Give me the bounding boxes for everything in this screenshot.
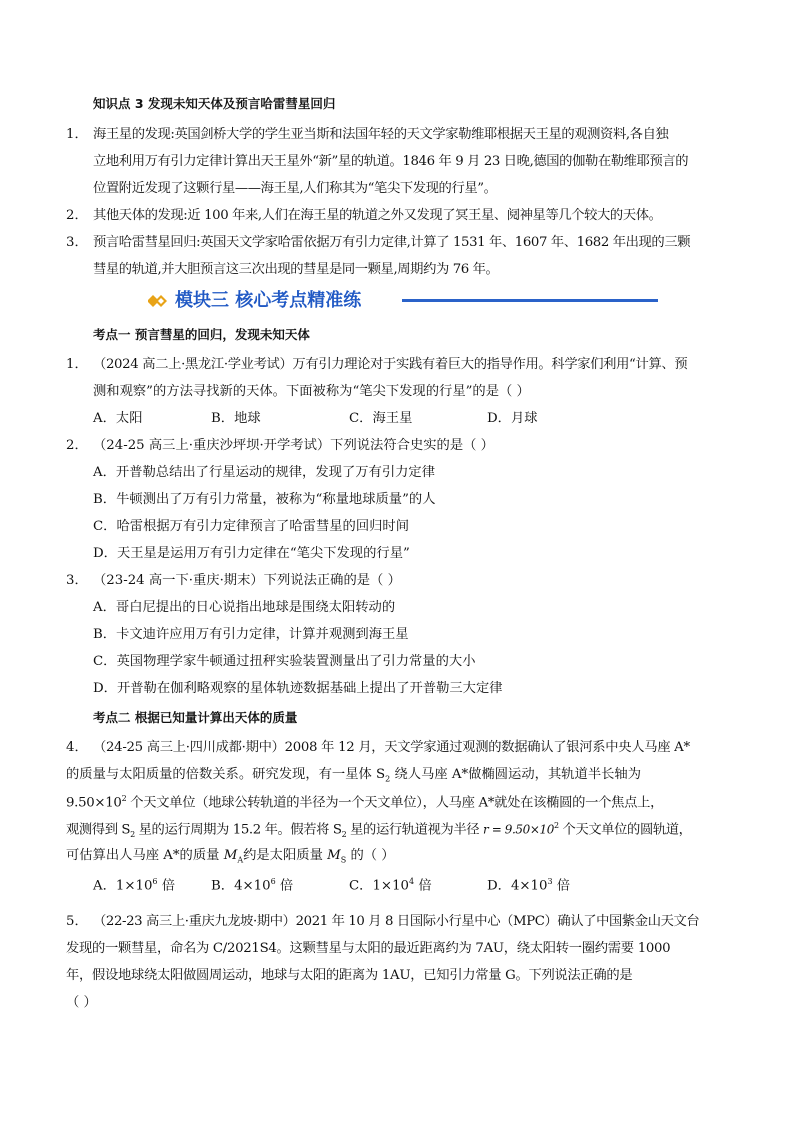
option-text: A．1×10 <box>93 878 153 894</box>
question-stem <box>66 795 663 810</box>
item-number: 3． <box>66 235 88 250</box>
question-stem: （22-23 高三上·重庆九龙坡·期中）2021 年 10 月 8 日国际小行星中心（MPC）确认了中国紫金山天文台 <box>93 914 700 929</box>
stem-text: 的（ ） <box>346 848 395 863</box>
option-text: B．4×10 <box>211 878 271 894</box>
option-a[interactable]: A．太阳 <box>93 411 143 426</box>
item-line: 其他天体的发现:近 100 年来,人们在海王星的轨道之外又发现了冥王星、阋神星等几个较大的天体。 <box>93 208 662 223</box>
option-d[interactable] <box>487 878 570 893</box>
question-stem: （24-25 高三上·重庆沙坪坝·开学考试）下列说法符合史实的是（ ） <box>93 438 494 453</box>
superscript: 2 <box>554 821 559 830</box>
subscript: 2 <box>341 830 347 840</box>
stem-text: 星的运行轨道视为半径 <box>346 822 483 838</box>
option-b[interactable]: B．牛顿测出了万有引力常量，被称为“称量地球质量”的人 <box>93 492 436 507</box>
question-stem: （23-24 高一下·重庆·期末）下列说法正确的是（ ） <box>93 573 401 588</box>
option-c[interactable] <box>349 878 432 893</box>
superscript: 6 <box>152 877 158 886</box>
option-a[interactable]: A．哥白尼提出的日心说指出地球是围绕太阳转动的 <box>93 600 396 615</box>
module-divider <box>402 299 658 302</box>
double-diamond-icon <box>148 293 170 309</box>
option-a[interactable] <box>93 878 175 893</box>
question-stem <box>66 768 641 784</box>
question-stem: （2024 高二上·黑龙江·学业考试）万有引力理论对于实践有着巨大的指导作用。科学家们利用“计算、预 <box>93 357 688 372</box>
option-text: 倍 <box>414 878 432 894</box>
superscript: 2 <box>121 794 127 803</box>
option-text: D．4×10 <box>487 878 548 894</box>
subscript: A <box>237 855 244 865</box>
question-number: 2． <box>66 438 88 453</box>
option-d[interactable]: D．开普勒在伽利略观察的星体轨迹数据基础上提出了开普勒三大定律 <box>93 681 503 696</box>
item-number: 2． <box>66 208 88 223</box>
question-number: 1． <box>66 357 88 372</box>
superscript: 4 <box>409 877 415 886</box>
stem-text: 观测得到 S <box>66 822 131 838</box>
stem-text: 9.50×10 <box>66 795 122 811</box>
question-number: 3． <box>66 573 88 588</box>
question-stem <box>66 849 395 865</box>
question-stem: （ ） <box>66 995 97 1010</box>
item-line: 位置附近发现了这颗行星——海王星,人们称其为“笔尖下发现的行星”。 <box>93 181 497 196</box>
module-title: 模块三 核心考点精准练 <box>175 290 362 311</box>
stem-text: 绕人马座 A*做椭圆运动，其轨道半长轴为 <box>390 767 642 782</box>
question-stem: （24-25 高三上·四川成都·期中）2008 年 12 月，天文学家通过观测的数据确认了银河系中央人马座 A* <box>93 740 690 755</box>
option-c[interactable]: C．英国物理学家牛顿通过扭秤实验装置测量出了引力常量的大小 <box>93 654 476 669</box>
item-line: 海王星的发现:英国剑桥大学的学生亚当斯和法国年轻的天文学家勒维耶根据天王星的观测资料,各自独 <box>93 127 669 142</box>
knowledge-point-3-heading: 知识点 3 发现未知天体及预言哈雷彗星回归 <box>93 96 336 111</box>
stem-text: 约是太阳质量 <box>243 848 328 863</box>
formula: M <box>223 848 238 863</box>
question-stem: 测和观察”的方法寻找新的天体。下面被称为“笔尖下发现的行星”的是（ ） <box>93 384 530 399</box>
kaodian-1-heading: 考点一 预言彗星的回归，发现未知天体 <box>93 327 310 342</box>
option-text: 倍 <box>157 878 176 894</box>
item-number: 1． <box>66 127 88 142</box>
stem-text: 个天文单位（地球公转轨道的半径为一个天文单位），人马座 A*就处在该椭圆的一个焦点上， <box>126 795 664 811</box>
question-stem: 发现的一颗彗星，命名为 C/2021S4。这颗彗星与太阳的最近距离约为 7AU，绕太阳转一圈约需要 1000 <box>66 941 671 956</box>
option-d[interactable]: D．天王星是运用万有引力定律在“笔尖下发现的行星” <box>93 546 410 561</box>
formula: M <box>327 848 341 863</box>
question-stem: 年，假设地球绕太阳做圆周运动，地球与太阳的距离为 1AU，已知引力常量 G。下列说法正确的是 <box>66 968 633 983</box>
question-number: 5． <box>66 914 88 929</box>
option-c[interactable]: C．哈雷根据万有引力定律预言了哈雷彗星的回归时间 <box>93 519 410 534</box>
option-text: 倍 <box>275 878 294 894</box>
option-text: C．1×10 <box>349 878 409 894</box>
option-b[interactable]: B．卡文迪许应用万有引力定律，计算并观测到海王星 <box>93 627 409 642</box>
option-b[interactable] <box>211 878 293 893</box>
superscript: 6 <box>270 877 276 886</box>
option-b[interactable]: B．地球 <box>211 411 261 426</box>
kaodian-2-heading: 考点二 根据已知量计算出天体的质量 <box>93 710 298 725</box>
stem-text: 的质量与太阳质量的倍数关系。研究发现，有一星体 S <box>66 767 386 782</box>
option-text: 倍 <box>552 878 571 894</box>
item-line: 立地利用万有引力定律计算出天王星外“新”星的轨道。1846 年 9 月 23 日晚,德国的伽勒在勒维耶预言的 <box>93 154 689 169</box>
item-line: 预言哈雷彗星回归:英国天文学家哈雷依据万有引力定律,计算了 1531 年、1607 年、1682 年出现的三颗 <box>93 235 691 250</box>
stem-text: 可估算出人马座 A*的质量 <box>66 848 224 863</box>
stem-text: 个天文单位的圆轨道， <box>558 822 692 838</box>
subscript: S <box>340 855 347 865</box>
subscript: 2 <box>130 830 135 840</box>
option-c[interactable]: C．海王星 <box>349 411 413 426</box>
option-a[interactable]: A．开普勒总结出了行星运动的规律，发现了万有引力定律 <box>93 465 436 480</box>
superscript: 3 <box>547 877 553 886</box>
stem-text: 星的运行周期为 15.2 年。假若将 S <box>134 822 342 838</box>
option-d[interactable]: D．月球 <box>487 411 538 426</box>
item-line: 彗星的轨道,并大胆预言这三次出现的彗星是同一颗星,周期约为 76 年。 <box>93 262 499 277</box>
question-stem <box>66 822 692 839</box>
question-number: 4． <box>66 740 88 755</box>
subscript: 2 <box>385 774 391 784</box>
formula: r = 9.50×10 <box>482 822 555 837</box>
